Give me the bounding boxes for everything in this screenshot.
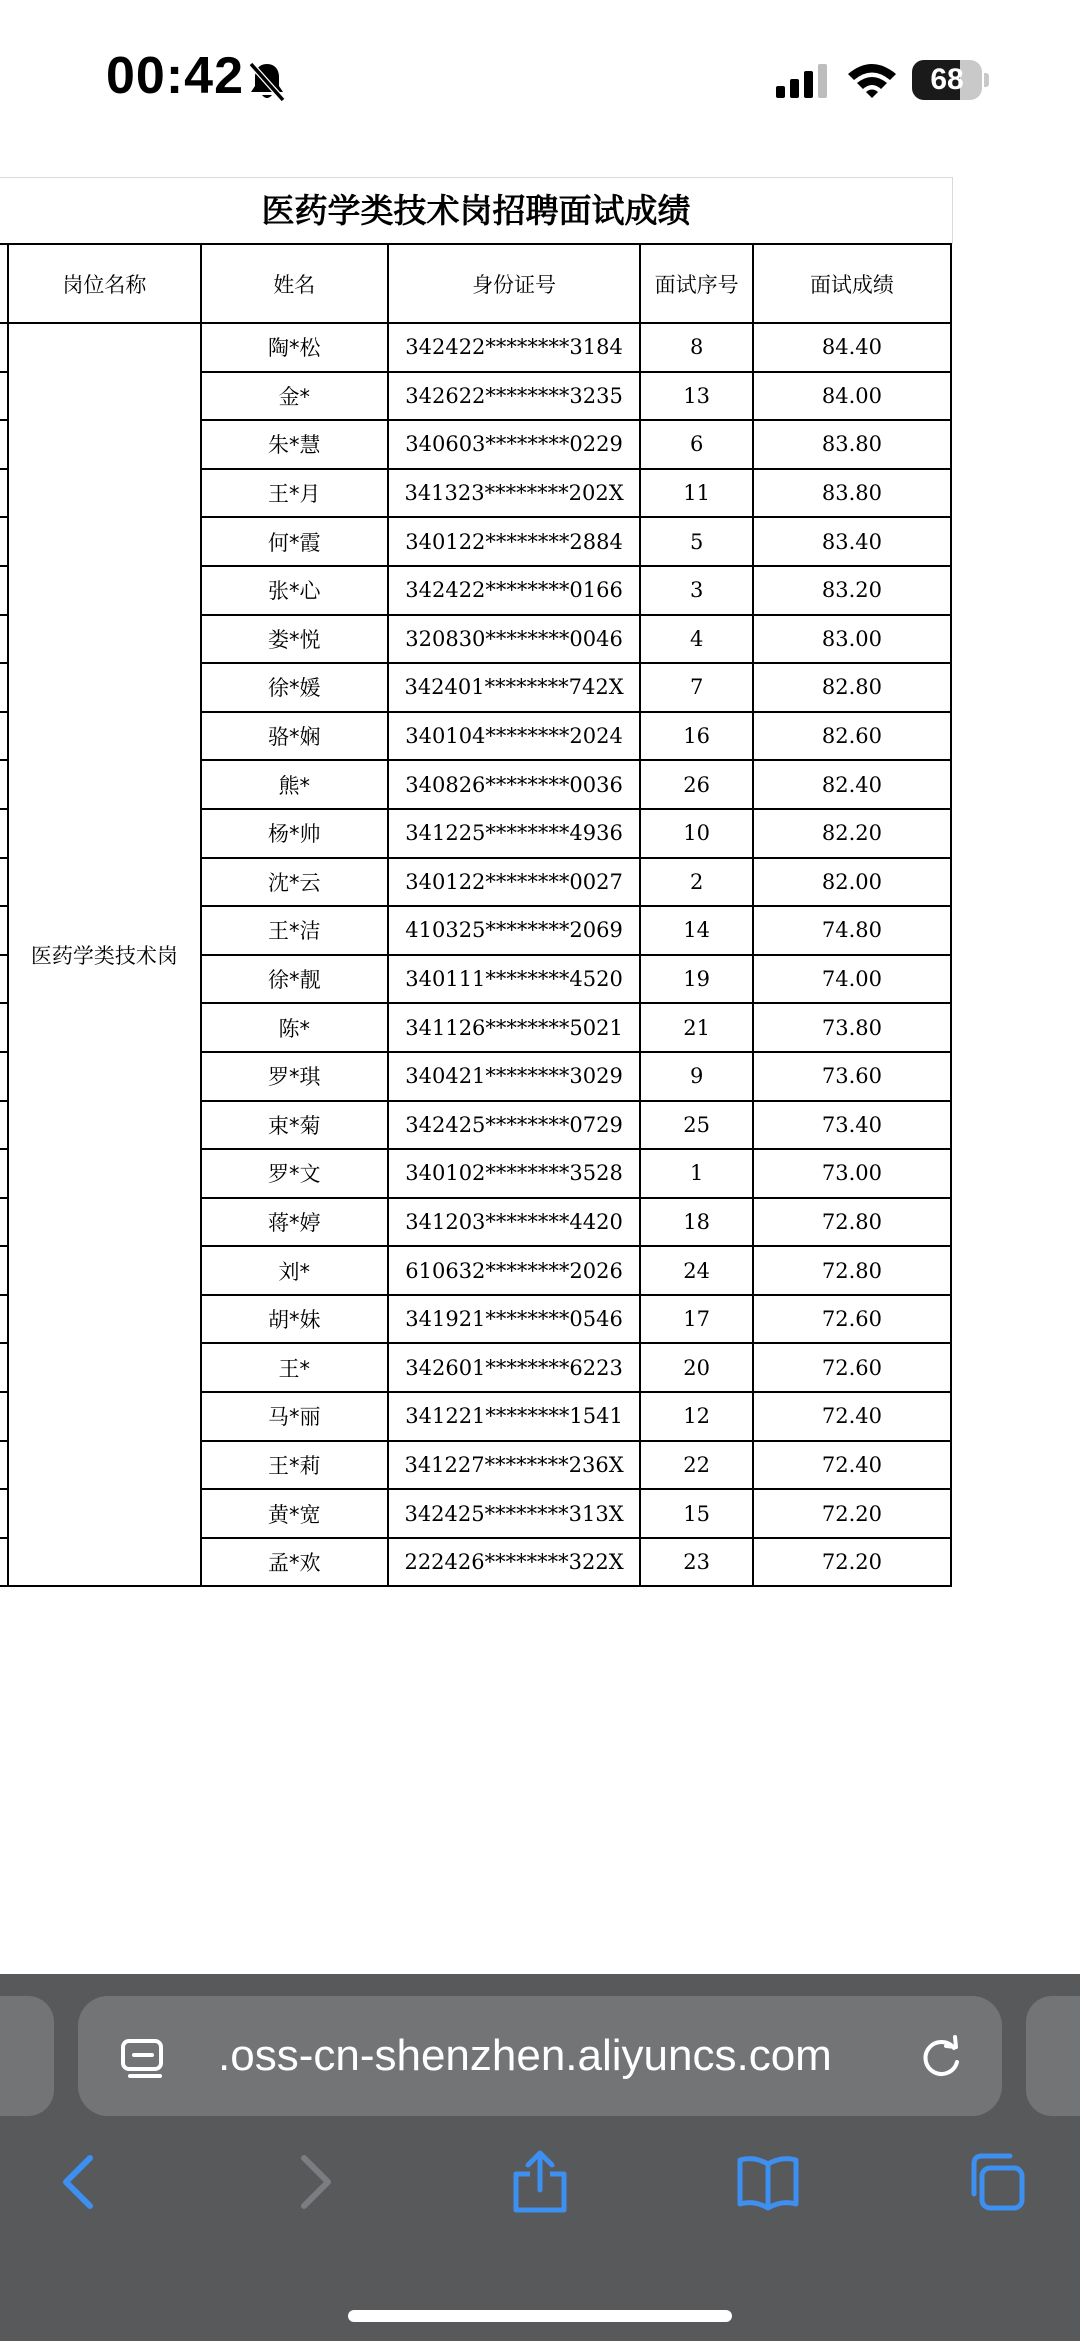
page-title: 医药学类技术岗招聘面试成绩 — [0, 177, 953, 244]
edge-cell — [0, 615, 8, 664]
next-tab[interactable] — [1026, 1996, 1080, 2116]
id-number-cell: 342622********3235 — [388, 372, 641, 421]
seq-cell: 12 — [640, 1392, 752, 1441]
seq-cell: 6 — [640, 420, 752, 469]
status-bar — [0, 0, 1080, 160]
id-number-cell: 340421********3029 — [388, 1052, 641, 1101]
header-score: 面试成绩 — [753, 244, 951, 323]
score-cell: 83.20 — [753, 566, 951, 615]
edge-cell — [0, 858, 8, 907]
score-cell: 82.20 — [753, 809, 951, 858]
seq-cell: 18 — [640, 1198, 752, 1247]
name-cell: 马*丽 — [201, 1392, 388, 1441]
id-number-cell: 341323********202X — [388, 469, 641, 518]
name-cell: 徐*靓 — [201, 955, 388, 1004]
score-cell: 73.80 — [753, 1003, 951, 1052]
score-cell: 82.40 — [753, 760, 951, 809]
name-cell: 张*心 — [201, 566, 388, 615]
id-number-cell: 342422********3184 — [388, 323, 641, 372]
id-number-cell: 341203********4420 — [388, 1198, 641, 1247]
seq-cell: 17 — [640, 1295, 752, 1344]
seq-cell: 14 — [640, 906, 752, 955]
score-cell: 72.80 — [753, 1198, 951, 1247]
score-cell: 73.60 — [753, 1052, 951, 1101]
seq-cell: 1 — [640, 1149, 752, 1198]
bell-slash-icon — [246, 60, 288, 104]
reload-icon[interactable] — [918, 2034, 964, 2080]
id-number-cell: 340122********0027 — [388, 858, 641, 907]
bookmarks-icon[interactable] — [736, 2150, 800, 2214]
name-cell: 徐*媛 — [201, 663, 388, 712]
name-cell: 黄*宽 — [201, 1489, 388, 1538]
seq-cell: 20 — [640, 1343, 752, 1392]
edge-cell — [0, 323, 8, 372]
edge-cell — [0, 1441, 8, 1490]
score-cell: 84.40 — [753, 323, 951, 372]
name-cell: 王*洁 — [201, 906, 388, 955]
edge-cell — [0, 1101, 8, 1150]
id-number-cell: 341921********0546 — [388, 1295, 641, 1344]
score-cell: 74.00 — [753, 955, 951, 1004]
id-number-cell: 341126********5021 — [388, 1003, 641, 1052]
wifi-icon — [846, 60, 898, 100]
edge-cell — [0, 1198, 8, 1247]
table-row — [0, 323, 951, 372]
edge-cell — [0, 712, 8, 761]
score-cell: 83.80 — [753, 420, 951, 469]
status-time: 00:42 — [106, 47, 244, 105]
name-cell: 刘* — [201, 1246, 388, 1295]
id-number-cell: 340826********0036 — [388, 760, 641, 809]
id-number-cell: 222426********322X — [388, 1538, 641, 1587]
score-cell: 82.00 — [753, 858, 951, 907]
seq-cell: 25 — [640, 1101, 752, 1150]
seq-cell: 4 — [640, 615, 752, 664]
seq-cell: 11 — [640, 469, 752, 518]
name-cell: 金* — [201, 372, 388, 421]
name-cell: 罗*文 — [201, 1149, 388, 1198]
battery-percent: 68 — [930, 63, 964, 96]
seq-cell: 24 — [640, 1246, 752, 1295]
id-number-cell: 341221********1541 — [388, 1392, 641, 1441]
seq-cell: 15 — [640, 1489, 752, 1538]
seq-cell: 13 — [640, 372, 752, 421]
id-number-cell: 340104********2024 — [388, 712, 641, 761]
edge-cell — [0, 1489, 8, 1538]
name-cell: 娄*悦 — [201, 615, 388, 664]
edge-cell — [0, 517, 8, 566]
edge-cell — [0, 420, 8, 469]
seq-cell: 5 — [640, 517, 752, 566]
url-text[interactable]: .oss-cn-shenzhen.aliyuncs.com — [218, 2031, 832, 2080]
id-number-cell: 342425********313X — [388, 1489, 641, 1538]
id-number-cell: 340122********2884 — [388, 517, 641, 566]
seq-cell: 7 — [640, 663, 752, 712]
name-cell: 王* — [201, 1343, 388, 1392]
name-cell: 王*月 — [201, 469, 388, 518]
forward-icon[interactable] — [280, 2150, 344, 2214]
edge-cell — [0, 1392, 8, 1441]
name-cell: 孟*欢 — [201, 1538, 388, 1587]
edge-cell — [0, 1246, 8, 1295]
seq-cell: 22 — [640, 1441, 752, 1490]
cellular-signal-icon — [776, 62, 830, 102]
header-id-number: 身份证号 — [388, 244, 641, 323]
score-cell: 83.00 — [753, 615, 951, 664]
name-cell: 何*霞 — [201, 517, 388, 566]
name-cell: 杨*帅 — [201, 809, 388, 858]
id-number-cell: 340102********3528 — [388, 1149, 641, 1198]
id-number-cell: 342425********0729 — [388, 1101, 641, 1150]
score-cell: 72.20 — [753, 1489, 951, 1538]
score-cell: 72.60 — [753, 1343, 951, 1392]
name-cell: 罗*琪 — [201, 1052, 388, 1101]
position-name-cell: 医药学类技术岗 — [8, 323, 201, 1586]
edge-cell — [0, 955, 8, 1004]
seq-cell: 19 — [640, 955, 752, 1004]
name-cell: 胡*妹 — [201, 1295, 388, 1344]
header-seq: 面试序号 — [640, 244, 752, 323]
seq-cell: 3 — [640, 566, 752, 615]
edge-cell — [0, 1343, 8, 1392]
score-cell: 72.60 — [753, 1295, 951, 1344]
edge-cell — [0, 1052, 8, 1101]
id-number-cell: 342422********0166 — [388, 566, 641, 615]
id-number-cell: 610632********2026 — [388, 1246, 641, 1295]
battery-indicator — [912, 60, 990, 100]
address-bar[interactable] — [78, 1996, 1002, 2116]
edge-cell — [0, 372, 8, 421]
previous-tab[interactable] — [0, 1996, 54, 2116]
edge-cell — [0, 663, 8, 712]
id-number-cell: 340603********0229 — [388, 420, 641, 469]
back-icon[interactable] — [50, 2150, 114, 2214]
browser-toolbar — [0, 1974, 1080, 2341]
seq-cell: 26 — [640, 760, 752, 809]
seq-cell: 8 — [640, 323, 752, 372]
name-cell: 陶*松 — [201, 323, 388, 372]
reader-icon[interactable] — [120, 2036, 164, 2080]
seq-cell: 21 — [640, 1003, 752, 1052]
scores-table — [0, 243, 952, 1587]
edge-cell — [0, 1003, 8, 1052]
name-cell: 熊* — [201, 760, 388, 809]
score-cell: 83.80 — [753, 469, 951, 518]
tabs-icon[interactable] — [964, 2150, 1028, 2214]
score-cell: 72.40 — [753, 1441, 951, 1490]
edge-cell — [0, 244, 8, 323]
name-cell: 沈*云 — [201, 858, 388, 907]
name-cell: 朱*慧 — [201, 420, 388, 469]
edge-cell — [0, 809, 8, 858]
edge-cell — [0, 469, 8, 518]
name-cell: 骆*娴 — [201, 712, 388, 761]
score-cell: 82.80 — [753, 663, 951, 712]
id-number-cell: 341225********4936 — [388, 809, 641, 858]
header-position: 岗位名称 — [8, 244, 201, 323]
score-cell: 84.00 — [753, 372, 951, 421]
score-cell: 72.40 — [753, 1392, 951, 1441]
score-cell: 72.80 — [753, 1246, 951, 1295]
seq-cell: 16 — [640, 712, 752, 761]
score-cell: 73.00 — [753, 1149, 951, 1198]
edge-cell — [0, 760, 8, 809]
header-name: 姓名 — [201, 244, 388, 323]
name-cell: 束*菊 — [201, 1101, 388, 1150]
edge-cell — [0, 1295, 8, 1344]
seq-cell: 10 — [640, 809, 752, 858]
name-cell: 蒋*婷 — [201, 1198, 388, 1247]
score-cell: 82.60 — [753, 712, 951, 761]
edge-cell — [0, 1538, 8, 1587]
id-number-cell: 340111********4520 — [388, 955, 641, 1004]
score-cell: 83.40 — [753, 517, 951, 566]
name-cell: 王*莉 — [201, 1441, 388, 1490]
edge-cell — [0, 1149, 8, 1198]
id-number-cell: 342401********742X — [388, 663, 641, 712]
home-indicator[interactable] — [348, 2310, 732, 2322]
share-icon[interactable] — [508, 2150, 572, 2214]
edge-cell — [0, 566, 8, 615]
seq-cell: 23 — [640, 1538, 752, 1587]
seq-cell: 2 — [640, 858, 752, 907]
score-cell: 74.80 — [753, 906, 951, 955]
name-cell: 陈* — [201, 1003, 388, 1052]
score-cell: 73.40 — [753, 1101, 951, 1150]
id-number-cell: 410325********2069 — [388, 906, 641, 955]
id-number-cell: 342601********6223 — [388, 1343, 641, 1392]
score-cell: 72.20 — [753, 1538, 951, 1587]
edge-cell — [0, 906, 8, 955]
seq-cell: 9 — [640, 1052, 752, 1101]
id-number-cell: 320830********0046 — [388, 615, 641, 664]
table-header-row — [0, 244, 951, 323]
id-number-cell: 341227********236X — [388, 1441, 641, 1490]
